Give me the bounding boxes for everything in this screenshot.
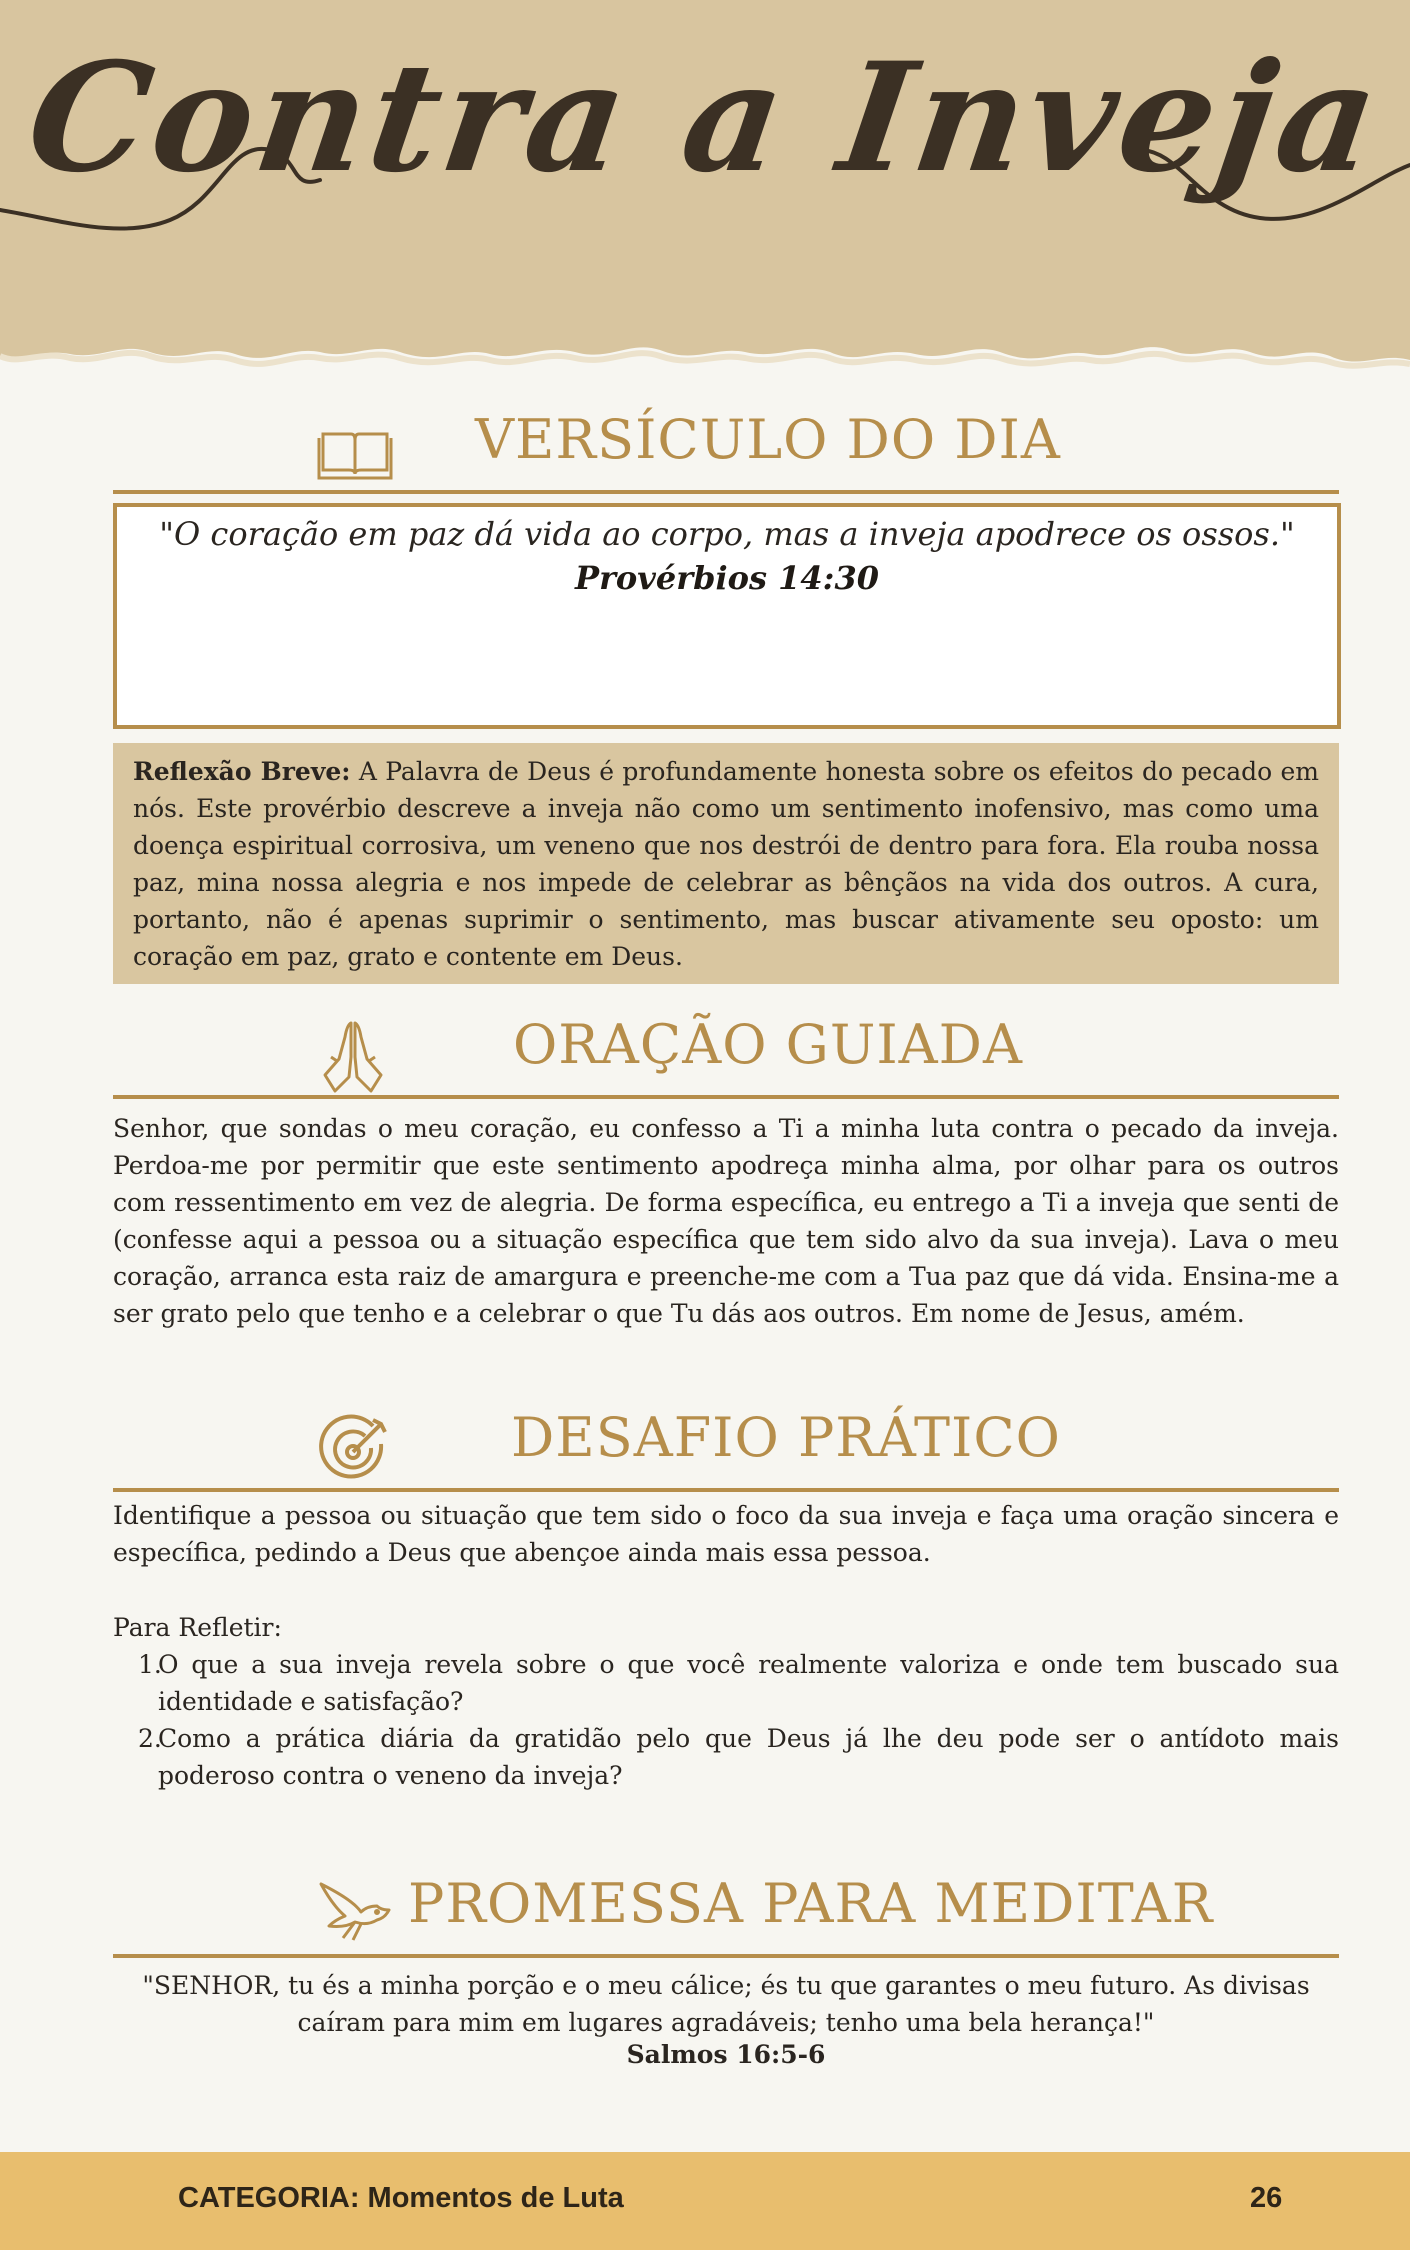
open-book-icon [315, 412, 395, 492]
verse-reference: Provérbios 14:30 [575, 559, 879, 597]
section-prayer-title: ORAÇÃO GUIADA [513, 1013, 1023, 1076]
list-item-number: 2. [138, 1724, 162, 1753]
list-item-text: Como a prática diária da gratidão pelo que Deus já lhe deu pode ser o antídoto mais poderoso contra o veneno da inveja? [158, 1724, 1339, 1790]
section-promise-heading [113, 1864, 1339, 1958]
praying-hands-icon [313, 1017, 393, 1097]
reflection-questions [113, 1646, 1339, 1794]
section-prayer-heading [113, 1005, 1339, 1099]
section-verse-title: VERSÍCULO DO DIA [475, 408, 1061, 471]
footer [0, 2152, 1410, 2250]
page-title: Contra a Inveja [18, 30, 1392, 206]
section-promise-title: PROMESSA PARA MEDITAR [408, 1872, 1214, 1935]
prayer-text: Senhor, que sondas o meu coração, eu confesso a Ti a minha luta contra o pecado da inveja. Perdoa-me por permitir que este sentimento apodreça minha alma, por olhar para os outros com ressentimento em vez de alegria. De forma específica, eu entrego a Ti a inveja que senti de (confesse aqui a pessoa ou a situação específica que tem sido alvo da sua inveja). Lava o meu coração, arranca esta raiz de amargura e preenche-me com a Tua paz que dá vida. Ensina-me a ser grato pelo que tenho e a celebrar o que Tu dás aos outros. Em nome de Jesus, amém. [113, 1114, 1339, 1328]
page-number: 26 [1250, 2182, 1283, 2214]
reflection-text: A Palavra de Deus é profundamente honesta sobre os efeitos do pecado em nós. Este provérbio descreve a inveja não como um sentimento inofensivo, mas como uma doença espiritual corrosiva, um veneno que nos destrói de dentro para fora. Ela rouba nossa paz, mina nossa alegria e nos impede de celebrar as bênçãos na vida dos outros. A cura, portanto, não é apenas suprimir o sentimento, mas buscar ativamente seu oposto: um coração em paz, grato e contente em Deus. [133, 757, 1319, 971]
list-item-text: O que a sua inveja revela sobre o que você realmente valoriza e onde tem buscado sua identidade e satisfação? [158, 1650, 1339, 1716]
header [0, 0, 1410, 400]
dove-icon [315, 1876, 395, 1956]
section-challenge-heading [113, 1398, 1339, 1492]
verse-box [113, 503, 1341, 729]
footer-category: CATEGORIA: Momentos de Luta [178, 2182, 624, 2214]
list-item [113, 1646, 1339, 1720]
list-item-number: 1. [138, 1650, 162, 1679]
verse-quote: "O coração em paz dá vida ao corpo, mas a inveja apodrece os ossos." [159, 515, 1295, 553]
list-item [113, 1720, 1339, 1794]
challenge-text: Identifique a pessoa ou situação que tem sido o foco da sua inveja e faça uma oração sincera e específica, pedindo a Deus que abençoe ainda mais essa pessoa. [113, 1501, 1339, 1567]
promise-text: "SENHOR, tu és a minha porção e o meu cálice; és tu que garantes o meu futuro. As divisas caíram para mim em lugares agradáveis; tenho uma bela herança!" [142, 1971, 1310, 2037]
reflect-label: Para Refletir: [113, 1613, 282, 1642]
section-challenge-title: DESAFIO PRÁTICO [511, 1406, 1061, 1469]
target-icon [315, 1410, 395, 1490]
promise-reference: Salmos 16:5-6 [626, 2040, 826, 2069]
section-verse-heading [113, 400, 1339, 494]
reflection-label: Reflexão Breve: [133, 757, 351, 786]
reflection-box [113, 743, 1339, 984]
